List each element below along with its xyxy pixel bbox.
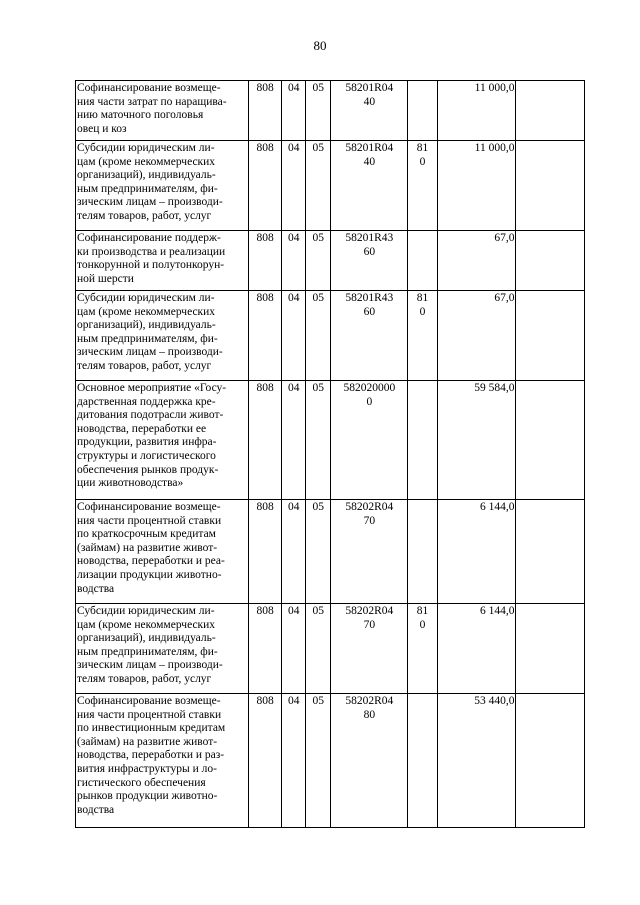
item-name bbox=[76, 500, 249, 604]
table-row bbox=[76, 604, 585, 694]
ministry-code: 808 bbox=[248, 141, 282, 231]
subsection-code: 05 bbox=[305, 381, 331, 500]
section-code: 04 bbox=[282, 141, 306, 231]
table-row bbox=[76, 694, 585, 828]
item-name-line: ния части процентной ставки bbox=[77, 708, 222, 721]
empty-cell bbox=[516, 231, 585, 291]
item-name-line: Субсидии юридическим ли- bbox=[77, 292, 215, 304]
expense-type-code-line: 0 bbox=[419, 618, 426, 631]
amount: 6 144,0 bbox=[437, 604, 516, 694]
item-name-line: Основное мероприятие «Госу- bbox=[77, 382, 227, 394]
section-code: 04 bbox=[282, 381, 306, 500]
item-name-line: организаций), индивидуаль- bbox=[77, 319, 216, 332]
item-name bbox=[76, 81, 249, 141]
item-name-line: лизации продукции животно- bbox=[77, 568, 222, 581]
subsection-code: 05 bbox=[305, 141, 331, 231]
target-article-code bbox=[331, 81, 408, 141]
table-row bbox=[76, 141, 585, 231]
amount: 53 440,0 bbox=[437, 694, 516, 828]
empty-cell bbox=[516, 81, 585, 141]
target-article-code bbox=[331, 231, 408, 291]
item-name-line: зическим лицам – производи- bbox=[77, 346, 223, 359]
expense-type-code bbox=[408, 81, 438, 141]
ministry-code: 808 bbox=[248, 381, 282, 500]
item-name-line: ния части процентной ставки bbox=[77, 514, 222, 527]
item-name-line: цам (кроме некоммерческих bbox=[77, 618, 216, 631]
target-article-code bbox=[331, 141, 408, 231]
section-code: 04 bbox=[282, 81, 306, 141]
item-name-line: организаций), индивидуаль- bbox=[77, 632, 216, 645]
expense-type-code bbox=[408, 500, 438, 604]
item-name-line: новодства, переработки и реа- bbox=[77, 555, 225, 568]
empty-cell bbox=[516, 604, 585, 694]
empty-cell bbox=[516, 381, 585, 500]
item-name-line: телям товаров, работ, услуг bbox=[77, 672, 212, 685]
expense-type-code bbox=[408, 694, 438, 828]
item-name bbox=[76, 604, 249, 694]
item-name-line: Субсидии юридическим ли- bbox=[77, 142, 215, 154]
item-name-line: Софинансирование возмеще- bbox=[77, 501, 221, 513]
item-name-line: рынков продукции животно- bbox=[77, 790, 218, 803]
item-name-line: зическим лицам – производи- bbox=[77, 196, 223, 209]
item-name-line: по краткосрочным кредитам bbox=[77, 528, 216, 541]
target-article-code bbox=[331, 604, 408, 694]
section-code: 04 bbox=[282, 604, 306, 694]
item-name-line: по инвестиционным кредитам bbox=[77, 722, 226, 735]
subsection-code: 05 bbox=[305, 694, 331, 828]
item-name-line: водства bbox=[77, 803, 115, 816]
item-name-line: цам (кроме некоммерческих bbox=[77, 305, 216, 318]
table-row bbox=[76, 231, 585, 291]
item-name bbox=[76, 231, 249, 291]
amount: 67,0 bbox=[437, 231, 516, 291]
ministry-code: 808 bbox=[248, 604, 282, 694]
table-row bbox=[76, 291, 585, 381]
item-name-line: новодства, переработки и раз- bbox=[77, 749, 225, 762]
expense-type-code-line: 81 bbox=[416, 605, 429, 617]
page-number: 80 bbox=[313, 38, 327, 53]
expense-type-code-line: 0 bbox=[419, 155, 426, 168]
item-name-line: Софинансирование возмеще- bbox=[77, 82, 221, 94]
item-name-line: гистического обеспечения bbox=[77, 776, 206, 789]
target-article-code-line: 80 bbox=[363, 708, 376, 721]
subsection-code: 05 bbox=[305, 500, 331, 604]
item-name-line: ции животноводства» bbox=[77, 477, 184, 490]
subsection-code: 05 bbox=[305, 231, 331, 291]
target-article-code-line: 58202R04 bbox=[345, 605, 394, 617]
budget-table bbox=[75, 80, 585, 828]
expense-type-code bbox=[408, 231, 438, 291]
item-name bbox=[76, 141, 249, 231]
target-article-code bbox=[331, 500, 408, 604]
expense-type-code bbox=[408, 141, 438, 231]
ministry-code: 808 bbox=[248, 500, 282, 604]
item-name-line: ния части затрат по наращива- bbox=[77, 95, 227, 108]
target-article-code-line: 58201R43 bbox=[345, 232, 394, 244]
expense-type-code-line: 81 bbox=[416, 292, 429, 304]
target-article-code-line: 58202R04 bbox=[345, 695, 394, 707]
item-name-line: Субсидии юридическим ли- bbox=[77, 605, 215, 617]
expense-type-code bbox=[408, 604, 438, 694]
amount: 11 000,0 bbox=[437, 81, 516, 141]
item-name-line: зическим лицам – производи- bbox=[77, 659, 223, 672]
expense-type-code bbox=[408, 381, 438, 500]
item-name-line: нию маточного поголовья bbox=[77, 109, 204, 122]
target-article-code-line: 40 bbox=[363, 155, 376, 168]
item-name-line: ки производства и реализации bbox=[77, 245, 226, 258]
item-name bbox=[76, 381, 249, 500]
item-name bbox=[76, 694, 249, 828]
ministry-code: 808 bbox=[248, 81, 282, 141]
expense-type-code bbox=[408, 291, 438, 381]
target-article-code-line: 582020000 bbox=[343, 382, 396, 394]
table-row bbox=[76, 381, 585, 500]
target-article-code bbox=[331, 291, 408, 381]
item-name-line: ным предпринимателям, фи- bbox=[77, 645, 218, 658]
item-name-line: ной шерсти bbox=[77, 272, 134, 285]
target-article-code-line: 0 bbox=[366, 395, 373, 408]
amount: 59 584,0 bbox=[437, 381, 516, 500]
expense-type-code-line: 0 bbox=[419, 305, 426, 318]
item-name-line: дарственная поддержка кре- bbox=[77, 395, 216, 408]
item-name-line: ным предпринимателям, фи- bbox=[77, 332, 218, 345]
target-article-code-line: 60 bbox=[363, 245, 376, 258]
amount: 11 000,0 bbox=[437, 141, 516, 231]
empty-cell bbox=[516, 291, 585, 381]
ministry-code: 808 bbox=[248, 291, 282, 381]
target-article-code-line: 58201R04 bbox=[345, 82, 394, 94]
empty-cell bbox=[516, 694, 585, 828]
item-name-line: овец и коз bbox=[77, 122, 127, 135]
target-article-code-line: 70 bbox=[363, 618, 376, 631]
item-name-line: водства bbox=[77, 582, 115, 595]
subsection-code: 05 bbox=[305, 291, 331, 381]
target-article-code-line: 58202R04 bbox=[345, 501, 394, 513]
item-name-line: ным предпринимателям, фи- bbox=[77, 182, 218, 195]
section-code: 04 bbox=[282, 500, 306, 604]
target-article-code-line: 40 bbox=[363, 95, 376, 108]
item-name-line: телям товаров, работ, услуг bbox=[77, 209, 212, 222]
item-name-line: (займам) на развитие живот- bbox=[77, 541, 218, 554]
budget-table-body bbox=[76, 81, 585, 828]
table-row bbox=[76, 500, 585, 604]
target-article-code-line: 60 bbox=[363, 305, 376, 318]
subsection-code: 05 bbox=[305, 604, 331, 694]
empty-cell bbox=[516, 500, 585, 604]
amount: 6 144,0 bbox=[437, 500, 516, 604]
expense-type-code-line: 81 bbox=[416, 142, 429, 154]
item-name-line: дитования подотрасли живот- bbox=[77, 409, 224, 422]
item-name-line: телям товаров, работ, услуг bbox=[77, 359, 212, 372]
item-name-line: продукции, развития инфра- bbox=[77, 436, 217, 449]
item-name bbox=[76, 291, 249, 381]
section-code: 04 bbox=[282, 231, 306, 291]
item-name-line: организаций), индивидуаль- bbox=[77, 169, 216, 182]
target-article-code-line: 58201R43 bbox=[345, 292, 394, 304]
empty-cell bbox=[516, 141, 585, 231]
target-article-code bbox=[331, 694, 408, 828]
item-name-line: Софинансирование поддерж- bbox=[77, 232, 221, 244]
item-name-line: новодства, переработки ее bbox=[77, 422, 207, 435]
ministry-code: 808 bbox=[248, 694, 282, 828]
target-article-code-line: 70 bbox=[363, 514, 376, 527]
subsection-code: 05 bbox=[305, 81, 331, 141]
item-name-line: (займам) на развитие живот- bbox=[77, 735, 218, 748]
target-article-code-line: 58201R04 bbox=[345, 142, 394, 154]
item-name-line: структуры и логистического bbox=[77, 449, 216, 462]
table-row bbox=[76, 81, 585, 141]
item-name-line: тонкорунной и полутонкорун- bbox=[77, 259, 225, 272]
section-code: 04 bbox=[282, 291, 306, 381]
target-article-code bbox=[331, 381, 408, 500]
section-code: 04 bbox=[282, 694, 306, 828]
item-name-line: Софинансирование возмеще- bbox=[77, 695, 221, 707]
item-name-line: обеспечения рынков продук- bbox=[77, 463, 219, 476]
item-name-line: вития инфраструктуры и ло- bbox=[77, 762, 217, 775]
ministry-code: 808 bbox=[248, 231, 282, 291]
amount: 67,0 bbox=[437, 291, 516, 381]
item-name-line: цам (кроме некоммерческих bbox=[77, 155, 216, 168]
